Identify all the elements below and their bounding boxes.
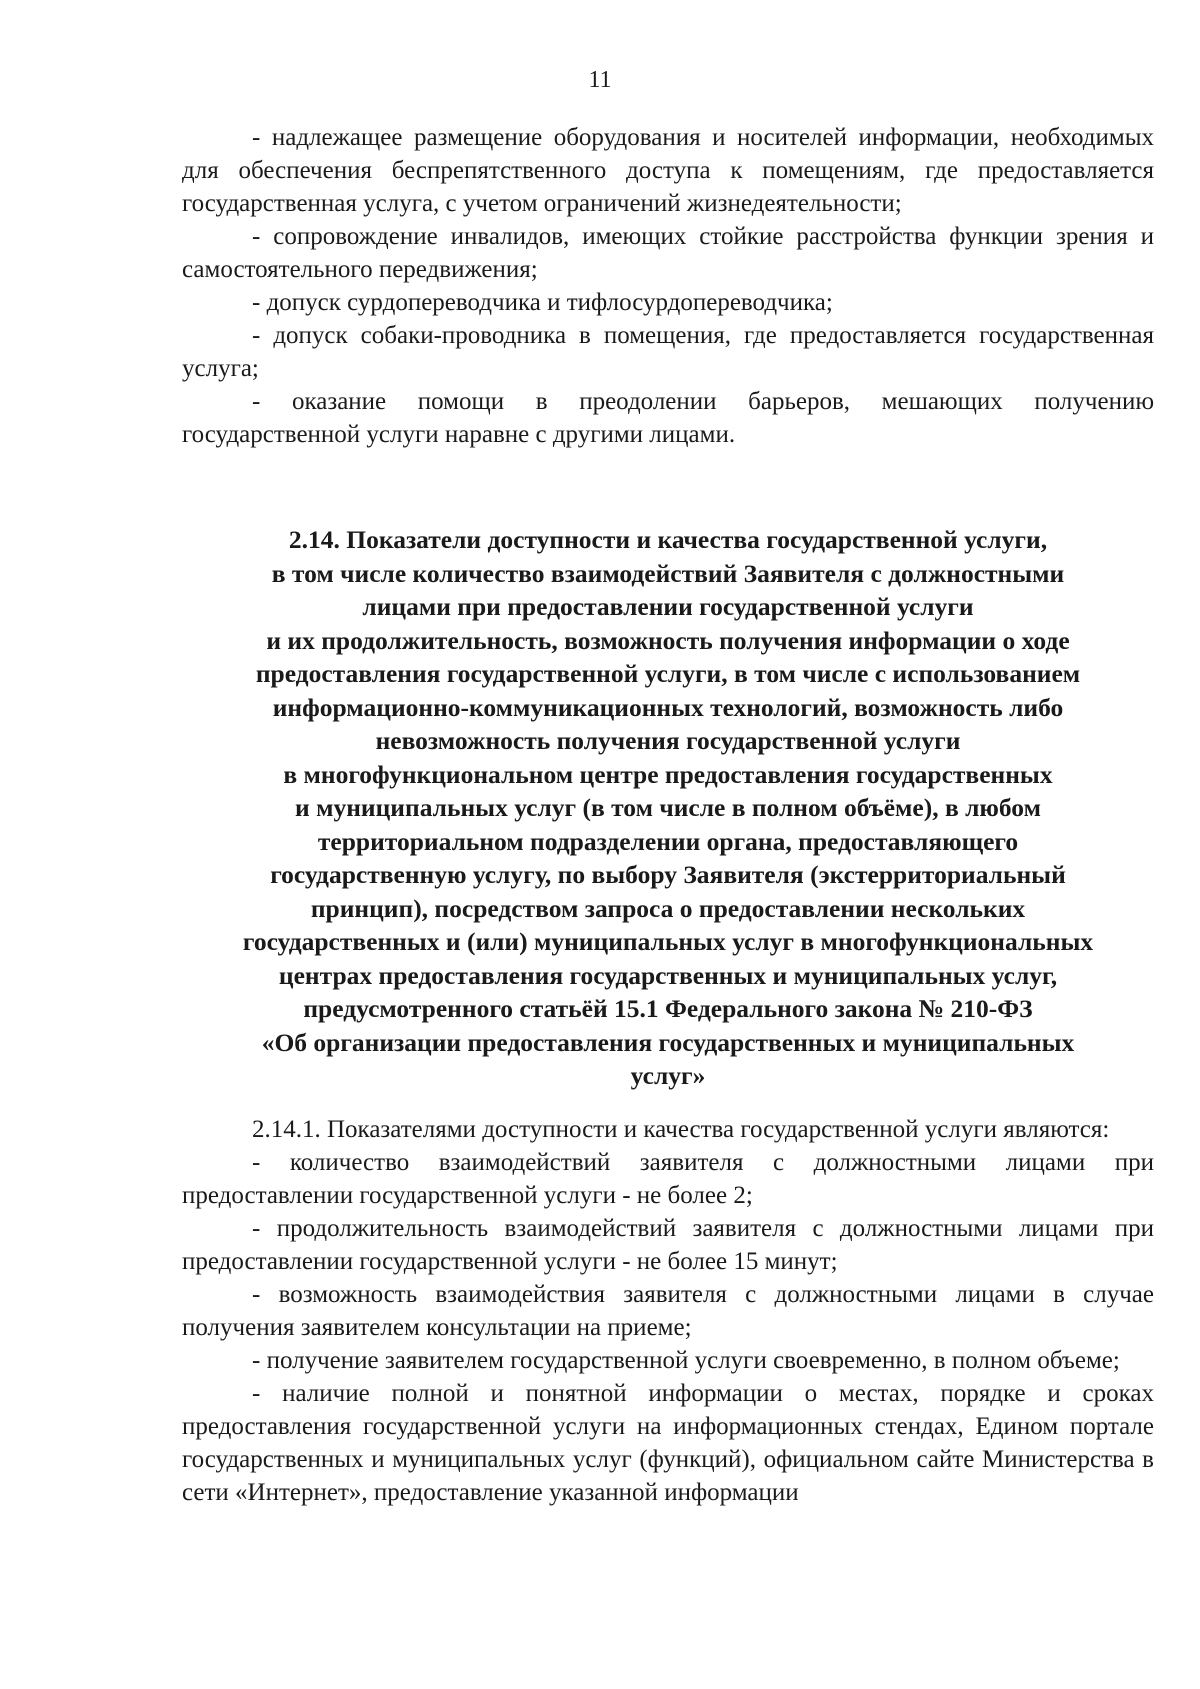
heading-line: 2.14. Показатели доступности и качества государственной услуги, [288, 525, 1048, 554]
heading-line: лицами при предоставлении государственной услуги [362, 592, 974, 621]
section-heading [182, 523, 1154, 1093]
heading-line: и муниципальных услуг (в том числе в полном объёме), в любом [295, 793, 1041, 822]
list-item: - получение заявителем государственной услуги своевременно, в полном объеме; [252, 1347, 1120, 1374]
heading-line: информационно-коммуникационных технологий, возможность либо [272, 692, 1064, 722]
heading-line: «Об организации предоставления государственных и муниципальных [261, 1027, 1075, 1057]
heading-line: невозможность получения государственной услуги [375, 726, 961, 755]
list-item: - надлежащее размещение оборудования и носителей информации, необходимых для обеспечения беспрепятственного доступа к помещениям, где предоставляется государственная услуга, с учетом ограничений жизнедеятельности; [182, 124, 1154, 217]
heading-line: государственных и (или) муниципальных услуг в многофункциональных [242, 927, 1094, 956]
accessibility-measures-list [182, 121, 1154, 451]
list-item: - оказание помощи в преодолении барьеров, мешающих получению государственной услуги наравне с другими лицами. [182, 388, 1154, 448]
heading-line: услуг» [630, 1061, 706, 1090]
heading-line: предусмотренного статьёй 15.1 Федерального закона № 210-ФЗ [303, 994, 1033, 1023]
quality-indicators-section [182, 1113, 1154, 1509]
list-item: - наличие полной и понятной информации о местах, порядке и сроках предоставления государственной услуги на информационных стендах, Едином портале государственных и муниципальных услуг (функций), официальном сайте Министерства в сети «Интернет», предоставление указанной информации [182, 1380, 1154, 1506]
heading-line: принцип), посредством запроса о предоставлении нескольких [310, 893, 1026, 923]
subsection-intro: 2.14.1. Показателями доступности и качества государственной услуги являются: [252, 1116, 1110, 1143]
list-item: - сопровождение инвалидов, имеющих стойкие расстройства функции зрения и самостоятельного передвижения; [182, 223, 1154, 283]
heading-line: территориальном подразделении органа, предоставляющего [317, 826, 1019, 856]
list-item: - количество взаимодействий заявителя с должностными лицами при предоставлении государственной услуги - не более 2; [182, 1149, 1154, 1209]
heading-line: центрах предоставления государственных и муниципальных услуг, [278, 960, 1058, 990]
list-item: - допуск сурдопереводчика и тифлосурдопереводчика; [252, 289, 833, 316]
list-item: - возможность взаимодействия заявителя с должностными лицами в случае получения заявителем консультации на приеме; [182, 1281, 1154, 1341]
heading-line: в многофункциональном центре предоставления государственных [283, 759, 1053, 789]
list-item: - продолжительность взаимодействий заявителя с должностными лицами при предоставлении государственной услуги - не более 15 минут; [182, 1215, 1154, 1275]
heading-line: и их продолжительность, возможность получения информации о ходе [266, 625, 1070, 655]
list-item: - допуск собаки-проводника в помещения, где предоставляется государственная услуга; [182, 322, 1154, 382]
heading-line: государственную услугу, по выбору Заявителя (экстерриториальный [270, 860, 1066, 889]
heading-line: в том числе количество взаимодействий Заявителя с должностными [271, 558, 1065, 588]
heading-line: предоставления государственной услуги, в том числе с использованием [255, 659, 1081, 688]
page-number: 11 [588, 67, 612, 93]
